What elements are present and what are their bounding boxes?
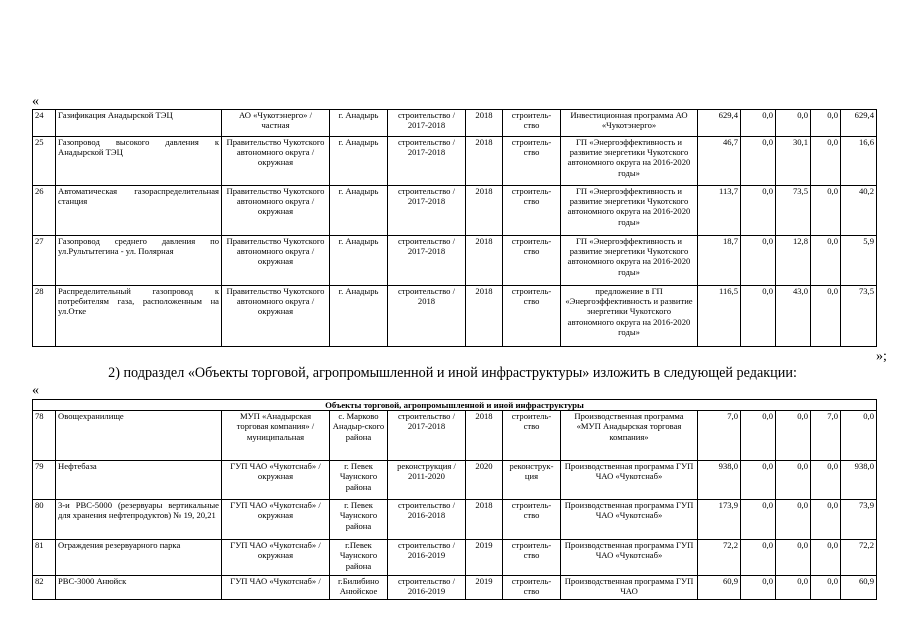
value-federal: 0,0 xyxy=(741,286,776,347)
value-federal: 0,0 xyxy=(741,110,776,137)
value-local: 0,0 xyxy=(811,576,841,600)
table-row xyxy=(33,236,877,286)
value-regional: 0,0 xyxy=(776,576,811,600)
value-local: 0,0 xyxy=(811,236,841,286)
completion-year: 2018 xyxy=(466,500,503,540)
opening-quote-mid: « xyxy=(32,383,39,398)
value-regional: 0,0 xyxy=(776,461,811,500)
row-number: 79 xyxy=(33,461,56,500)
object-name: Автоматическая газораспределительная станция xyxy=(56,186,222,236)
value-federal: 0,0 xyxy=(741,576,776,600)
completion-year: 2018 xyxy=(466,286,503,347)
program-cell: Производственная программа ГУП ЧАО «Чукотснаб» xyxy=(561,461,698,500)
value-total: 938,0 xyxy=(698,461,741,500)
work-type-period: строительство / 2017-2018 xyxy=(388,236,466,286)
owner-cell: Правительство Чукотского автономного округа / окружная xyxy=(222,236,330,286)
value-other: 73,9 xyxy=(841,500,877,540)
value-total: 72,2 xyxy=(698,540,741,576)
value-other: 72,2 xyxy=(841,540,877,576)
value-local: 7,0 xyxy=(811,411,841,461)
value-regional: 30,1 xyxy=(776,137,811,186)
location-cell: с. Марково Анадыр-ского района xyxy=(330,411,388,461)
object-name: Газопровод высокого давления к Анадырской ТЭЦ xyxy=(56,137,222,186)
value-local: 0,0 xyxy=(811,186,841,236)
work-type-cell: строитель-ство xyxy=(503,137,561,186)
work-type-period: строительство / 2017-2018 xyxy=(388,110,466,137)
program-cell: ГП «Энергоэффективность и развитие энергетики Чукотского автономного округа на 2016-2020 годы» xyxy=(561,236,698,286)
work-type-cell: реконструк-ция xyxy=(503,461,561,500)
value-regional: 12,8 xyxy=(776,236,811,286)
row-number: 25 xyxy=(33,137,56,186)
row-number: 78 xyxy=(33,411,56,461)
work-type-period: строительство / 2017-2018 xyxy=(388,137,466,186)
work-type-cell: строитель-ство xyxy=(503,540,561,576)
owner-cell: АО «Чукотэнерго» / частная xyxy=(222,110,330,137)
table-row xyxy=(33,110,877,137)
owner-cell: МУП «Анадырская торговая компания» / муниципальная xyxy=(222,411,330,461)
object-name: Распределительный газопровод к потребителям газа, расположенным на ул.Отке xyxy=(56,286,222,347)
value-local: 0,0 xyxy=(811,110,841,137)
object-name: Овощехранилище xyxy=(56,411,222,461)
owner-cell: ГУП ЧАО «Чукотснаб» / окружная xyxy=(222,461,330,500)
value-total: 18,7 xyxy=(698,236,741,286)
work-type-period: строительство / 2017-2018 xyxy=(388,186,466,236)
row-number: 27 xyxy=(33,236,56,286)
location-cell: г. Анадырь xyxy=(330,186,388,236)
object-name: Газопровод среднего давления по ул.Рультытегина - ул. Полярная xyxy=(56,236,222,286)
program-cell: предложение в ГП «Энергоэффективность и развитие энергетики Чукотского автономного округа на 2016-2020 годы» xyxy=(561,286,698,347)
table-row xyxy=(33,286,877,347)
completion-year: 2018 xyxy=(466,186,503,236)
value-other: 40,2 xyxy=(841,186,877,236)
owner-cell: Правительство Чукотского автономного округа / окружная xyxy=(222,286,330,347)
location-cell: г.Певек Чаунского района xyxy=(330,540,388,576)
completion-year: 2018 xyxy=(466,137,503,186)
value-regional: 0,0 xyxy=(776,540,811,576)
table-section-header: Объекты торговой, агропромышленной и иной инфраструктуры xyxy=(33,400,877,411)
value-other: 5,9 xyxy=(841,236,877,286)
value-local: 0,0 xyxy=(811,540,841,576)
value-federal: 0,0 xyxy=(741,236,776,286)
value-federal: 0,0 xyxy=(741,500,776,540)
program-cell: Производственная программа ГУП ЧАО xyxy=(561,576,698,600)
row-number: 81 xyxy=(33,540,56,576)
value-total: 46,7 xyxy=(698,137,741,186)
row-number: 26 xyxy=(33,186,56,236)
completion-year: 2018 xyxy=(466,411,503,461)
work-type-cell: строитель-ство xyxy=(503,236,561,286)
table-row xyxy=(33,461,877,500)
work-type-period: строительство / 2017-2018 xyxy=(388,411,466,461)
table-row xyxy=(33,576,877,600)
work-type-cell: строитель-ство xyxy=(503,186,561,236)
object-name: Нефтебаза xyxy=(56,461,222,500)
owner-cell: ГУП ЧАО «Чукотснаб» / xyxy=(222,576,330,600)
value-regional: 0,0 xyxy=(776,110,811,137)
owner-cell: ГУП ЧАО «Чукотснаб» / окружная xyxy=(222,500,330,540)
object-name: Газификация Анадырской ТЭЦ xyxy=(56,110,222,137)
owner-cell: Правительство Чукотского автономного округа / окружная xyxy=(222,137,330,186)
work-type-period: строительство / 2016-2019 xyxy=(388,540,466,576)
completion-year: 2018 xyxy=(466,110,503,137)
program-cell: ГП «Энергоэффективность и развитие энергетики Чукотского автономного округа на 2016-2020 годы» xyxy=(561,186,698,236)
value-local: 0,0 xyxy=(811,500,841,540)
table-row xyxy=(33,411,877,461)
value-other: 60,9 xyxy=(841,576,877,600)
program-cell: Производственная программа ГУП ЧАО «Чукотснаб» xyxy=(561,540,698,576)
program-cell: Производственная программа «МУП Анадырская торговая компания» xyxy=(561,411,698,461)
completion-year: 2019 xyxy=(466,576,503,600)
value-total: 173,9 xyxy=(698,500,741,540)
work-type-period: строительство / 2016-2018 xyxy=(388,500,466,540)
closing-quote: »; xyxy=(876,349,887,364)
object-name: РВС-3000 Анюйск xyxy=(56,576,222,600)
value-regional: 0,0 xyxy=(776,411,811,461)
value-federal: 0,0 xyxy=(741,461,776,500)
object-name: 3-и РВС-5000 (резервуары вертикальные для хранения нефтепродуктов) № 19, 20,21 xyxy=(56,500,222,540)
program-cell: Инвестиционная программа АО «Чукотэнерго» xyxy=(561,110,698,137)
value-total: 7,0 xyxy=(698,411,741,461)
value-total: 629,4 xyxy=(698,110,741,137)
row-number: 80 xyxy=(33,500,56,540)
work-type-period: строительство / 2018 xyxy=(388,286,466,347)
value-federal: 0,0 xyxy=(741,186,776,236)
completion-year: 2019 xyxy=(466,540,503,576)
table-row xyxy=(33,540,877,576)
value-federal: 0,0 xyxy=(741,540,776,576)
owner-cell: Правительство Чукотского автономного округа / окружная xyxy=(222,186,330,236)
value-other: 938,0 xyxy=(841,461,877,500)
program-cell: ГП «Энергоэффективность и развитие энергетики Чукотского автономного округа на 2016-2020 годы» xyxy=(561,137,698,186)
work-type-cell: строитель-ство xyxy=(503,411,561,461)
value-regional: 0,0 xyxy=(776,500,811,540)
location-cell: г. Анадырь xyxy=(330,286,388,347)
table-row xyxy=(33,137,877,186)
value-local: 0,0 xyxy=(811,286,841,347)
table-row xyxy=(33,186,877,236)
value-regional: 73,5 xyxy=(776,186,811,236)
object-name: Ограждения резервуарного парка xyxy=(56,540,222,576)
value-other: 73,5 xyxy=(841,286,877,347)
location-cell: г. Певек Чаунского района xyxy=(330,500,388,540)
location-cell: г. Анадырь xyxy=(330,137,388,186)
value-federal: 0,0 xyxy=(741,137,776,186)
value-local: 0,0 xyxy=(811,461,841,500)
completion-year: 2018 xyxy=(466,236,503,286)
work-type-period: реконструкция / 2011-2020 xyxy=(388,461,466,500)
work-type-cell: строитель-ство xyxy=(503,286,561,347)
gas-objects-table xyxy=(32,109,877,347)
work-type-cell: строитель-ство xyxy=(503,500,561,540)
value-total: 60,9 xyxy=(698,576,741,600)
row-number: 28 xyxy=(33,286,56,347)
value-total: 116,5 xyxy=(698,286,741,347)
location-cell: г. Анадырь xyxy=(330,110,388,137)
value-regional: 43,0 xyxy=(776,286,811,347)
location-cell: г. Певек Чаунского района xyxy=(330,461,388,500)
value-other: 16,6 xyxy=(841,137,877,186)
work-type-period: строительство / 2016-2019 xyxy=(388,576,466,600)
trade-infrastructure-table xyxy=(32,399,877,600)
location-cell: г.Билибино Анюйское xyxy=(330,576,388,600)
value-federal: 0,0 xyxy=(741,411,776,461)
value-other: 0,0 xyxy=(841,411,877,461)
row-number: 24 xyxy=(33,110,56,137)
table-row xyxy=(33,500,877,540)
owner-cell: ГУП ЧАО «Чукотснаб» / окружная xyxy=(222,540,330,576)
value-other: 629,4 xyxy=(841,110,877,137)
section-instruction: 2) подраздел «Объекты торговой, агропромышленной и иной инфраструктуры» изложить в следующей редакции: xyxy=(108,365,797,381)
value-total: 113,7 xyxy=(698,186,741,236)
work-type-cell: строитель-ство xyxy=(503,576,561,600)
table-section-header-row xyxy=(33,400,877,411)
completion-year: 2020 xyxy=(466,461,503,500)
row-number: 82 xyxy=(33,576,56,600)
opening-quote-top: « xyxy=(32,94,39,109)
work-type-cell: строитель-ство xyxy=(503,110,561,137)
location-cell: г. Анадырь xyxy=(330,236,388,286)
value-local: 0,0 xyxy=(811,137,841,186)
program-cell: Производственная программа ГУП ЧАО «Чукотснаб» xyxy=(561,500,698,540)
